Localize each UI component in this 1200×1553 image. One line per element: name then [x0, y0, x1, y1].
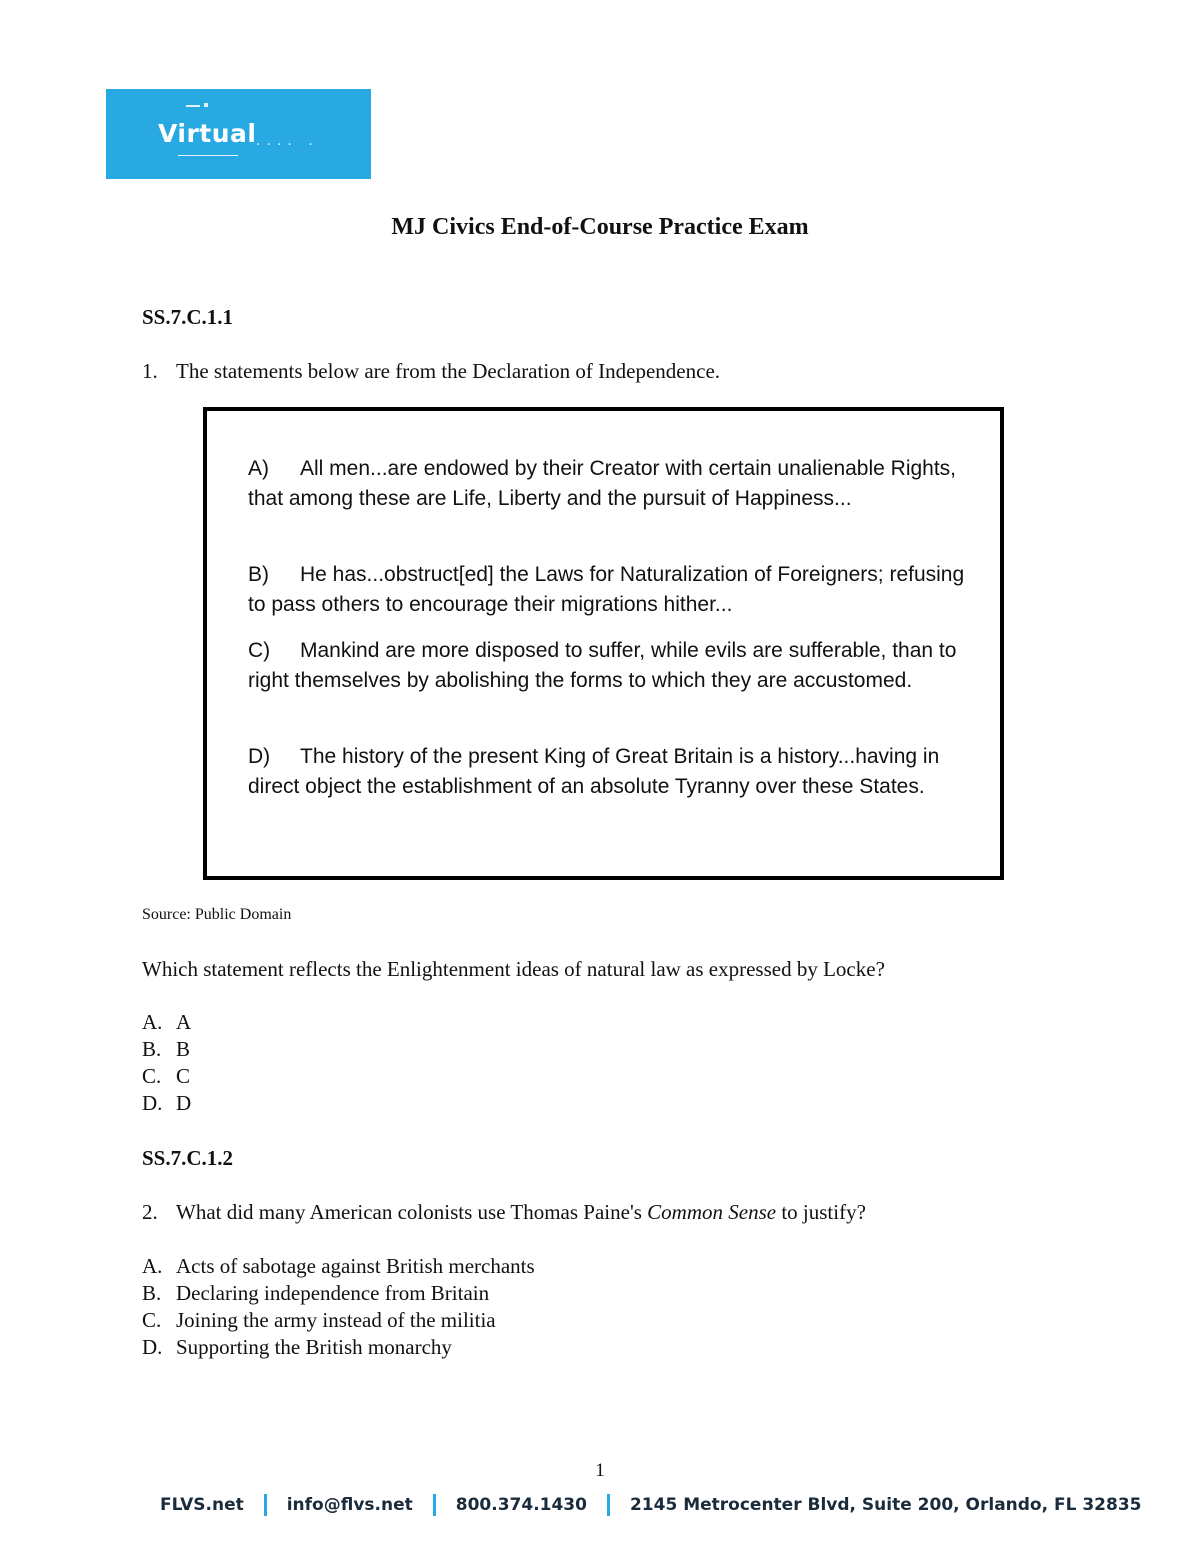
question-1-options [142, 1009, 191, 1117]
footer-divider [433, 1494, 436, 1516]
logo-line-bottom [178, 155, 238, 156]
answer-option-a[interactable] [142, 1009, 191, 1036]
question-stem: The statements below are from the Declaration of Independence. [176, 359, 721, 383]
option-letter: D. [142, 1335, 163, 1359]
option-text: C [176, 1064, 191, 1088]
answer-option-b[interactable] [142, 1036, 191, 1063]
option-text: D [176, 1091, 192, 1115]
footer-divider [264, 1494, 267, 1516]
answer-option-b[interactable] [142, 1280, 535, 1307]
option-letter: D. [142, 1091, 163, 1115]
answer-option-a[interactable] [142, 1253, 535, 1280]
statement-text: The history of the present King of Great Britain is a history...having in direct object the establishment of an absolute Tyranny over these States. [248, 745, 940, 798]
logo-text: Virtual [158, 119, 257, 148]
standard-code-q2: SS.7.C.1.2 [142, 1146, 234, 1170]
statement-d [248, 742, 978, 802]
option-text: Acts of sabotage against British merchants [176, 1254, 535, 1278]
option-text: A [176, 1010, 192, 1034]
footer-address: 2145 Metrocenter Blvd, Suite 200, Orlando, FL 32835 [629, 1495, 1142, 1515]
question-1-text [142, 359, 720, 384]
statement-c [248, 636, 978, 696]
option-letter: B. [142, 1281, 162, 1305]
footer-email-link[interactable]: info@flvs.net [286, 1495, 413, 1515]
footer-website-link[interactable]: FLVS.net [160, 1495, 244, 1515]
question-2-options [142, 1253, 535, 1361]
statement-letter: B) [248, 563, 269, 586]
statement-text: Mankind are more disposed to suffer, while evils are sufferable, than to right themselves by abolishing the forms to which they are accustomed. [248, 639, 957, 692]
logo-dots-decoration: ···· · [256, 137, 319, 153]
question-stem-end: to justify? [776, 1200, 866, 1224]
option-text: Declaring independence from Britain [176, 1281, 490, 1305]
statement-text: All men...are endowed by their Creator with certain unalienable Rights, that among these are Life, Liberty and the pursuit of Happiness... [248, 457, 957, 510]
option-letter: C. [142, 1308, 162, 1332]
statement-text: He has...obstruct[ed] the Laws for Naturalization of Foreigners; refusing to pass others to encourage their migrations hither... [248, 563, 965, 616]
option-letter: A. [142, 1254, 163, 1278]
option-text: Supporting the British monarchy [176, 1335, 452, 1359]
footer-contact-bar [160, 1494, 1142, 1516]
book-title: Common Sense [647, 1200, 777, 1224]
footer-divider [607, 1494, 610, 1516]
statement-b [248, 560, 978, 620]
answer-option-d[interactable] [142, 1090, 191, 1117]
answer-option-c[interactable] [142, 1063, 191, 1090]
source-citation: Source: Public Domain [142, 906, 292, 923]
footer-phone: 800.374.1430 [455, 1495, 587, 1515]
statement-letter: A) [248, 457, 269, 480]
logo-line-top-2 [204, 103, 208, 107]
question-number: 1. [142, 359, 158, 383]
logo-line-top [186, 105, 200, 107]
question-stem-start: What did many American colonists use Thomas Paine's [176, 1200, 648, 1224]
statement-letter: C) [248, 639, 271, 662]
question-number: 2. [142, 1200, 158, 1224]
question-1-prompt: Which statement reflects the Enlightenment ideas of natural law as expressed by Locke? [142, 957, 885, 981]
standard-code-q1: SS.7.C.1.1 [142, 305, 234, 329]
flvs-logo [106, 89, 371, 179]
option-letter: A. [142, 1010, 163, 1034]
page-number: 1 [595, 1460, 605, 1481]
question-2-text [142, 1200, 866, 1225]
statements-box [203, 407, 1004, 880]
option-text: Joining the army instead of the militia [176, 1308, 496, 1332]
answer-option-d[interactable] [142, 1334, 535, 1361]
statement-letter: D) [248, 745, 271, 768]
statement-a [248, 454, 978, 514]
option-letter: C. [142, 1064, 162, 1088]
option-letter: B. [142, 1037, 162, 1061]
option-text: B [176, 1037, 191, 1061]
page-title: MJ Civics End-of-Course Practice Exam [391, 214, 809, 240]
answer-option-c[interactable] [142, 1307, 535, 1334]
